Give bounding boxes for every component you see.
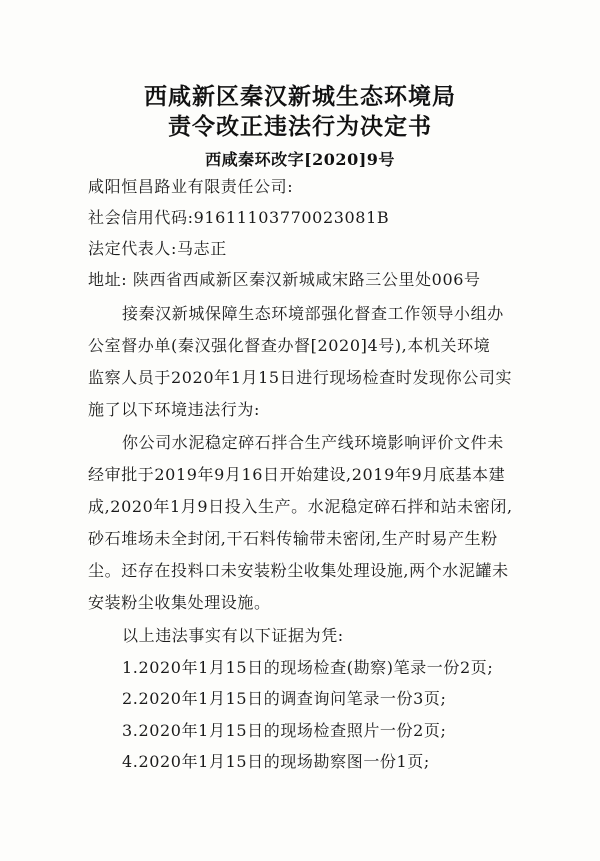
paragraph1-line: 施了以下环境违法行为:: [88, 400, 260, 419]
evidence-intro: 以上违法事实有以下证据为凭:: [122, 626, 344, 645]
evidence-item: 1.2020年1月15日的现场检查(勘察)笔录一份2页;: [122, 658, 494, 677]
evidence-item: 3.2020年1月15日的现场检查照片一份2页;: [122, 721, 447, 740]
document-title-line1: 西咸新区秦汉新城生态环境局: [144, 84, 456, 110]
recipient-credit-code: 社会信用代码:91611103770023081B: [88, 208, 390, 227]
paragraph2-line: 砂石堆场未全封闭,干石料传输带未密闭,生产时易产生粉: [88, 529, 498, 548]
paragraph1-line: 监察人员于2020年1月15日进行现场检查时发现你公司实: [88, 368, 513, 387]
recipient-company: 咸阳恒昌路业有限责任公司:: [88, 177, 294, 196]
evidence-item: 2.2020年1月15日的调查询问笔录一份3页;: [122, 689, 447, 708]
document-title-line2: 责令改正违法行为决定书: [168, 114, 432, 140]
paragraph1-line: 公室督办单(秦汉强化督查办督[2020]4号),本机关环境: [88, 336, 491, 355]
paragraph2-line: 经审批于2019年9月16日开始建设,2019年9月底基本建: [88, 465, 506, 484]
document-number: 西咸秦环改字[2020]9号: [205, 150, 395, 169]
paragraph2-line: 成,2020年1月9日投入生产。水泥稳定碎石拌和站未密闭,: [88, 497, 513, 516]
paragraph2-line: 你公司水泥稳定碎石拌合生产线环境影响评价文件未: [122, 433, 504, 452]
paragraph2-line: 安装粉尘收集处理设施。: [88, 593, 271, 612]
paragraph1-line: 接秦汉新城保障生态环境部强化督查工作领导小组办: [122, 304, 504, 323]
recipient-legal-rep: 法定代表人:马志正: [88, 239, 227, 258]
evidence-item: 4.2020年1月15日的现场勘察图一份1页;: [122, 752, 430, 771]
recipient-address: 地址: 陕西省西咸新区秦汉新城咸宋路三公里处006号: [88, 270, 481, 289]
paragraph2-line: 尘。还存在投料口未安装粉尘收集处理设施,两个水泥罐未: [88, 561, 509, 580]
